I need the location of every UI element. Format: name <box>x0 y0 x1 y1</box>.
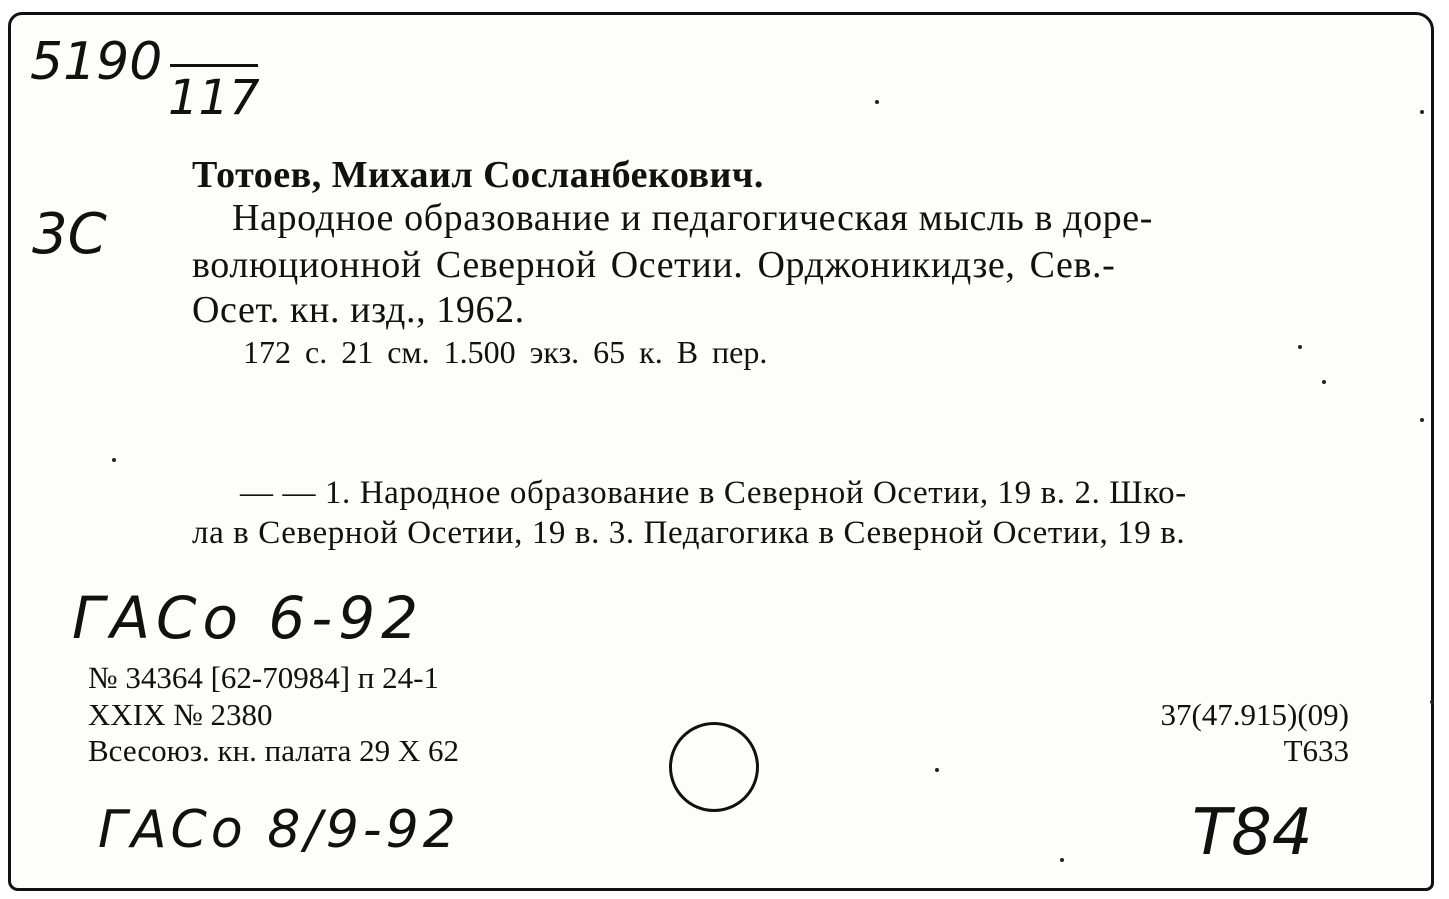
classification-code: 37(47.915)(09) <box>1160 697 1349 732</box>
title-line-2: волюционной Северной Осетии. Орджоникидзе, Сев.- <box>192 244 1116 286</box>
record-line-3: Всесоюз. кн. палата 29 Х 62 <box>88 733 460 768</box>
scan-speck <box>875 100 879 104</box>
subject-line-1: — — 1. Народное образование в Северной Осетии, 19 в. 2. Шко- <box>240 475 1187 511</box>
scan-speck <box>1420 418 1424 422</box>
author-heading: Тотоев, Михаил Сосланбекович. <box>192 154 764 196</box>
author-sign: Т633 <box>1283 733 1349 768</box>
handwritten-note-1: ГАСо 6-92 <box>72 584 425 652</box>
record-line-1: № 34364 [62-70984] п 24-1 <box>88 660 439 695</box>
scan-speck <box>1322 380 1326 384</box>
handwritten-section: 3С <box>32 202 107 267</box>
collation-line: 172 с. 21 см. 1.500 экз. 65 к. В пер. <box>243 334 768 370</box>
fraction-line <box>170 64 258 67</box>
title-line-1: Народное образование и педагогическая мысль в доре- <box>232 197 1154 239</box>
handwritten-note-2: ГАСо 8/9-92 <box>98 800 460 860</box>
handwritten-fraction: 117 <box>168 70 260 126</box>
scan-speck <box>1430 700 1434 704</box>
punch-hole <box>669 722 759 812</box>
subject-line-2: ла в Северной Осетии, 19 в. 3. Педагогика в Северной Осетии, 19 в. <box>192 515 1186 551</box>
handwritten-code: Т84 <box>1192 796 1313 870</box>
scan-speck <box>112 458 116 462</box>
handwritten-number: 5190 <box>30 32 163 92</box>
record-line-2: XXIX № 2380 <box>88 697 273 732</box>
title-line-3: Осет. кн. изд., 1962. <box>192 289 525 331</box>
scan-speck <box>1060 858 1064 862</box>
scan-speck <box>1420 110 1424 114</box>
scan-speck <box>1298 345 1302 349</box>
scan-speck <box>935 768 939 772</box>
